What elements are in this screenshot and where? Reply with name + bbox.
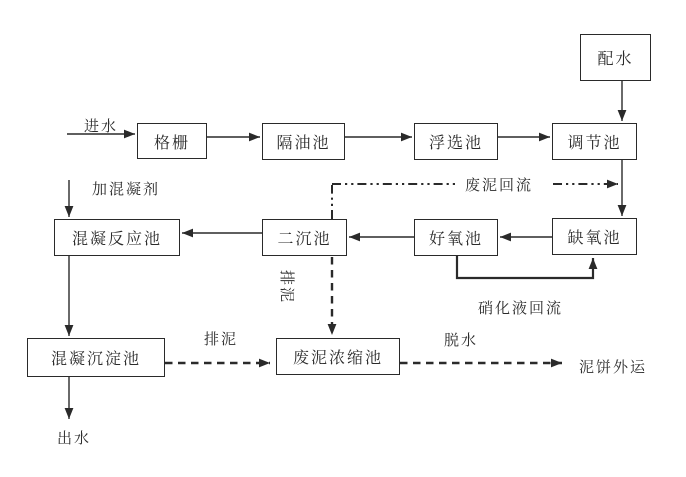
node-water-distribution: 配水 <box>580 34 651 81</box>
label-add-coagulant: 加混凝剂 <box>92 180 161 198</box>
node-secondary-clarifier: 二沉池 <box>262 219 347 256</box>
label-dewatering: 脱水 <box>444 331 479 349</box>
label-sludge-discharge: 排泥 <box>204 330 239 348</box>
edge-nitrified-return-loop <box>457 256 593 278</box>
label-effluent: 出水 <box>57 429 92 447</box>
node-anoxic-tank: 缺氧池 <box>552 218 637 255</box>
node-equalization-tank: 调节池 <box>552 123 637 160</box>
node-coagulation-sedimentation-tank: 混凝沉淀池 <box>27 338 165 377</box>
node-waste-sludge-thickener: 废泥浓缩池 <box>276 338 400 375</box>
node-coagulation-reaction-tank: 混凝反应池 <box>54 219 180 256</box>
label-influent: 进水 <box>84 117 119 135</box>
label-nitrified-liquid-return: 硝化液回流 <box>478 299 564 317</box>
label-sludge-discharge-vertical: 排泥 <box>278 269 296 304</box>
node-oil-separation-tank: 隔油池 <box>262 123 345 160</box>
node-flotation-tank: 浮选池 <box>414 123 498 160</box>
label-sludge-cake-transport: 泥饼外运 <box>579 358 648 376</box>
label-waste-sludge-return: 废泥回流 <box>462 176 536 194</box>
node-aerobic-tank: 好氧池 <box>414 219 498 256</box>
node-bar-screen: 格栅 <box>137 123 207 159</box>
